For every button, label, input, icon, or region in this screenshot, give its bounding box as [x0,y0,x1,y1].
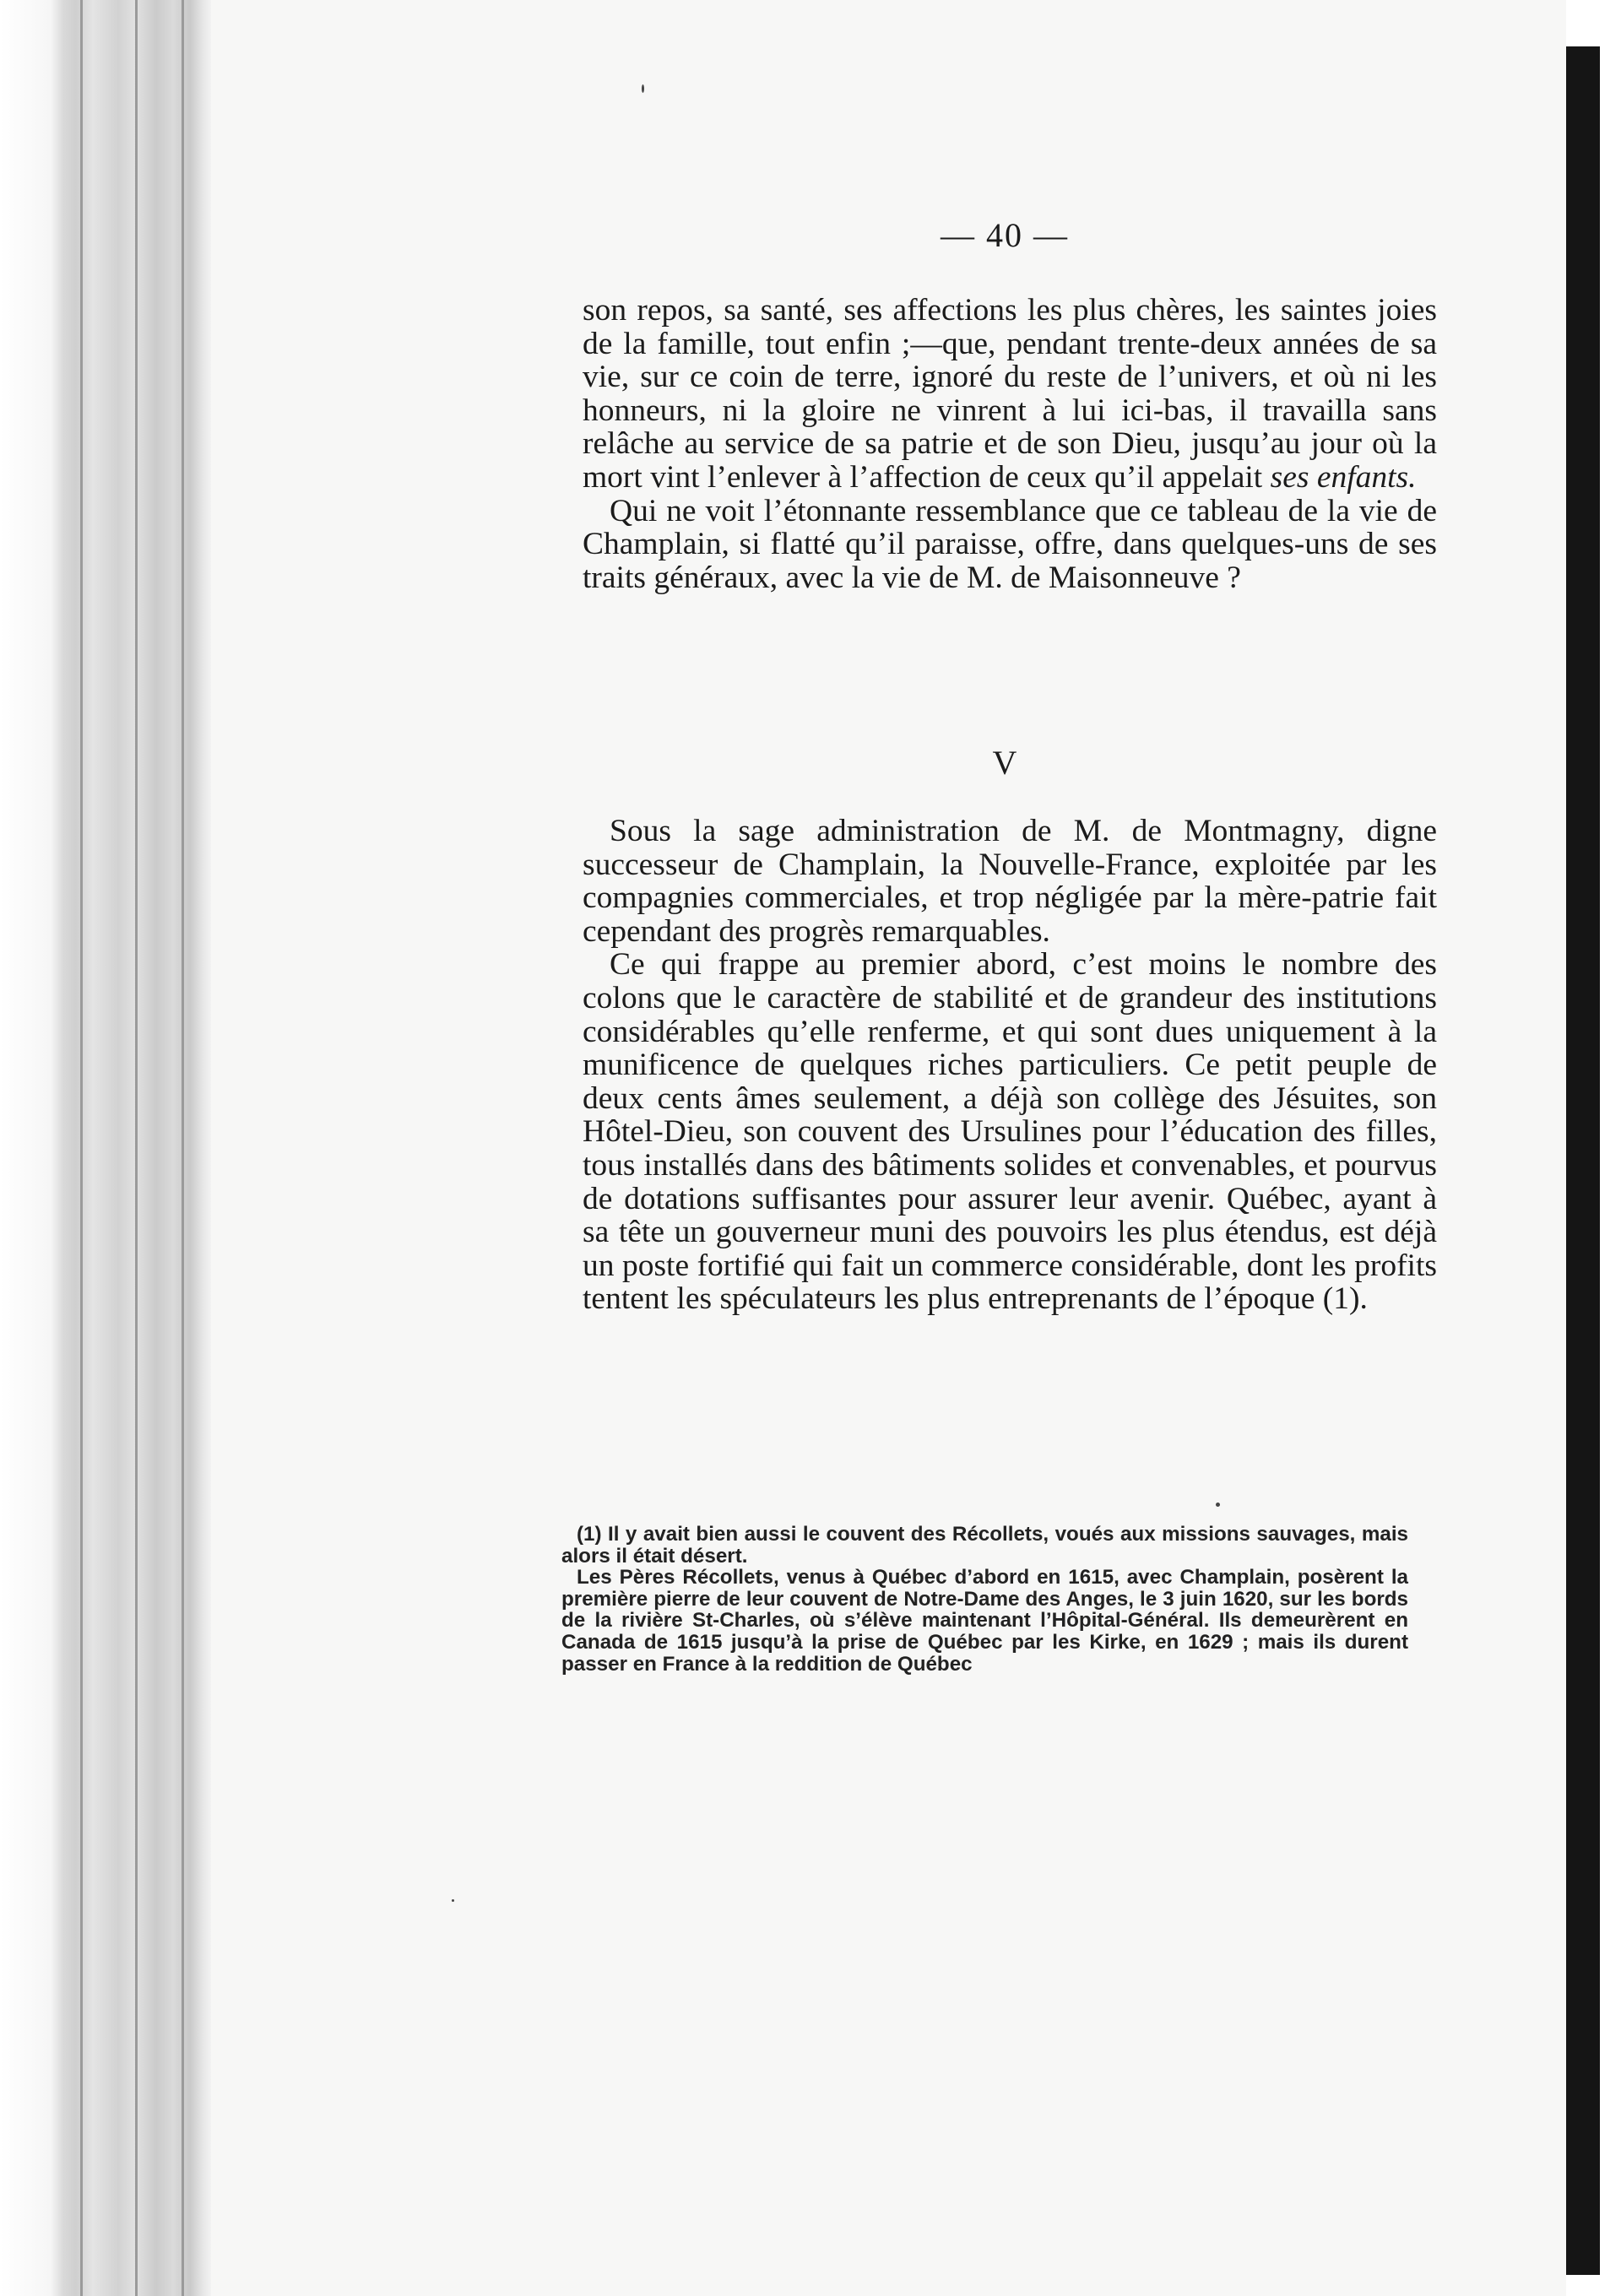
paragraph-text: son repos, sa santé, ses affections les plus chères, les saintes joies de la famille, tout enfin ;—que, pendant trente-deux années de sa vie, sur ce coin de terre, ignoré du reste de l’univers, et où ni les honneurs, ni la gloire ne vinrent à lui ici-bas, il travailla sans relâche au service de sa patrie et de son Dieu, jusqu’au jour où la mort vint l’enlever à l’affection de ceux qu’il appelait [583,293,1437,495]
book-edge [0,0,211,2296]
paragraph: Ce qui frappe au premier abord, c’est moins le nombre des colons que le caractère de stabilité et de grandeur des institutions considérables qu’elle renferme, et qui sont dues uniquement à la munificence de quelques riches particuliers. Ce petit peuple de deux cents âmes seulement, a déjà son collège des Jésuites, son Hôtel-Dieu, son couvent des Ursulines pour l’éducation des filles, tous installés dans des bâtiments solides et convenables, et pourvus de dotations suffisantes pour assurer leur avenir. Québec, ayant à sa tête un gouverneur muni des pouvoirs les plus étendus, est déjà un poste fortifié qui fait un commerce considérable, dont les profits tentent les spéculateurs les plus entreprenants de l’époque (1). [583,947,1437,1317]
scan-speck [452,1899,454,1902]
scan-speck [1216,1503,1220,1507]
scan-speck [642,84,644,93]
paragraph: Qui ne voit l’étonnante ressemblance que ce tableau de la vie de Champlain, si flatté qu’il paraisse, offre, dans quelques-uns de ses traits généraux, avec la vie de M. de Maisonneuve ? [583,493,1437,595]
paragraph [583,294,1437,495]
page-number: — 40 — [941,216,1069,254]
footnote: Les Pères Récollets, venus à Québec d’abord en 1615, avec Champlain, posèrent la première pierre de leur couvent de Notre-Dame des Anges, le 3 juin 1620, sur les bords de la rivière St-Charles, où s’élève maintenant l’Hôpital-Général. Ils demeurèrent en Canada de 1615 jusqu’à la prise de Québec par les Kirke, en 1629 ; mais ils durent passer en France à la reddition de Québec [561,1566,1408,1676]
text-block-after [583,815,1437,1316]
footnotes [561,1524,1408,1675]
paragraph: Sous la sage administration de M. de Montmagny, digne successeur de Champlain, la Nouvelle-France, exploitée par les compagnies commerciales, et trop négligée par la mère-patrie fait cependant des progrès remarquables. [583,814,1437,949]
scan-border [1566,46,1600,2275]
footnote: (1) Il y avait bien aussi le couvent des Récollets, voués aux missions sauvages, mais alors il était désert. [561,1523,1408,1568]
binding-line [182,0,184,2296]
binding-line [135,0,138,2296]
text-block-before [583,294,1437,594]
section-heading: V [992,744,1017,782]
binding-line [80,0,83,2296]
italic-phrase: ses enfants. [1270,459,1417,495]
scan-margin [1600,0,1621,2296]
